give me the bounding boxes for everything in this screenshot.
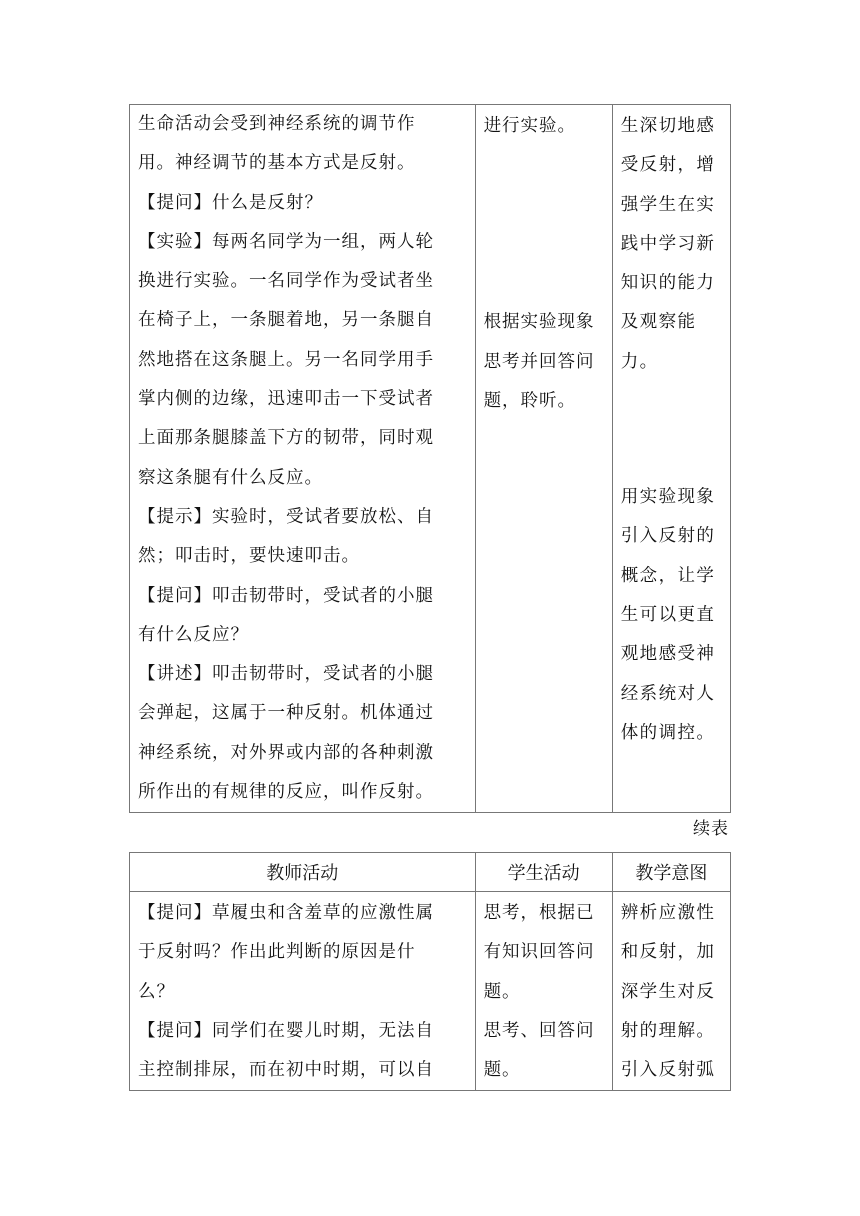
text-line: 题。 — [483, 1060, 521, 1081]
text-line: 思考、回答问 — [483, 1020, 595, 1041]
text-line: 概念，让学 — [620, 565, 716, 586]
text-line: 题，聆听。 — [483, 390, 577, 411]
text-line: 践中学习新 — [620, 233, 716, 254]
continued-label: 续表 — [693, 819, 729, 839]
text-line: 掌内侧的边缘，迅速叩击一下受试者 — [138, 389, 434, 410]
text-line: 么？ — [138, 981, 175, 1002]
text-line: 有什么反应？ — [138, 624, 249, 645]
text-line: 会弹起，这属于一种反射。机体通过 — [138, 703, 434, 724]
teacher-activity-cell — [130, 105, 476, 813]
text-line: 受反射，增 — [620, 155, 716, 176]
text-line: 生可以更直 — [620, 604, 716, 625]
text-line: 思考并回答问 — [483, 351, 595, 372]
text-line: 用。神经调节的基本方式是反射。 — [138, 153, 416, 174]
text-line: 于反射吗？作出此判断的原因是什 — [138, 942, 416, 963]
text-line: 引入反射的 — [620, 526, 716, 547]
text-line: 生命活动会受到神经系统的调节作 — [138, 114, 416, 134]
text-line: 察这条腿有什么反应。 — [138, 467, 323, 488]
text-line: 及观察能 — [620, 312, 697, 333]
text-line: 神经系统，对外界或内部的各种刺激 — [138, 742, 434, 763]
header-teaching-intent: 教学意图 — [612, 853, 730, 892]
text-line: 辨析应激性 — [620, 903, 716, 923]
text-line: 【提问】同学们在婴儿时期，无法自 — [138, 1020, 434, 1041]
text-line: 知识的能力 — [620, 273, 716, 294]
text-line: 思考，根据已 — [483, 903, 595, 923]
lesson-table-part2 — [129, 852, 731, 1091]
student-activity-cell — [475, 105, 612, 813]
text-line: 【提示】实验时，受试者要放松、自 — [138, 506, 434, 527]
text-line: 上面那条腿膝盖下方的韧带，同时观 — [138, 428, 434, 449]
text-line: 主控制排尿，而在初中时期，可以自 — [138, 1060, 434, 1081]
text-line: 深学生对反 — [620, 981, 716, 1002]
text-line: 用实验现象 — [620, 487, 716, 508]
text-line: 有知识回答问 — [483, 942, 595, 963]
text-line: 题。 — [483, 981, 521, 1002]
lesson-table-part1 — [129, 104, 731, 813]
header-student-activity: 学生活动 — [475, 853, 612, 892]
student-activity-cell — [475, 892, 612, 1091]
text-line: 【提问】什么是反射？ — [138, 192, 323, 213]
text-line: 【讲述】叩击韧带时，受试者的小腿 — [138, 664, 434, 685]
text-line: 和反射，加 — [620, 942, 716, 963]
text-line: 所作出的有规律的反应，叫作反射。 — [138, 782, 434, 803]
text-line: 然；叩击时，要快速叩击。 — [138, 546, 360, 567]
text-line: 在椅子上，一条腿着地，另一条腿自 — [138, 310, 434, 331]
text-line: 根据实验现象 — [483, 312, 595, 333]
text-line: 【实验】每两名同学为一组，两人轮 — [138, 231, 434, 252]
text-line: 观地感受神 — [620, 644, 716, 665]
text-line: 换进行实验。一名同学作为受试者坐 — [138, 271, 434, 292]
teaching-intent-cell — [612, 105, 730, 813]
text-line: 引入反射弧 — [620, 1060, 716, 1081]
text-line: 生深切地感 — [620, 116, 716, 136]
text-line: 然地搭在这条腿上。另一名同学用手 — [138, 349, 434, 370]
text-line: 射的理解。 — [620, 1020, 716, 1041]
header-teacher-activity: 教师活动 — [130, 853, 476, 892]
text-line: 【提问】叩击韧带时，受试者的小腿 — [138, 585, 434, 606]
text-line: 强学生在实 — [620, 194, 716, 215]
text-line: 体的调控。 — [620, 722, 716, 743]
text-line: 力。 — [620, 351, 659, 372]
text-line: 进行实验。 — [483, 116, 577, 136]
text-line: 经系统对人 — [620, 683, 716, 704]
teaching-intent-cell — [612, 892, 730, 1091]
text-line: 【提问】草履虫和含羞草的应激性属 — [138, 903, 434, 923]
teacher-activity-cell — [130, 892, 476, 1091]
